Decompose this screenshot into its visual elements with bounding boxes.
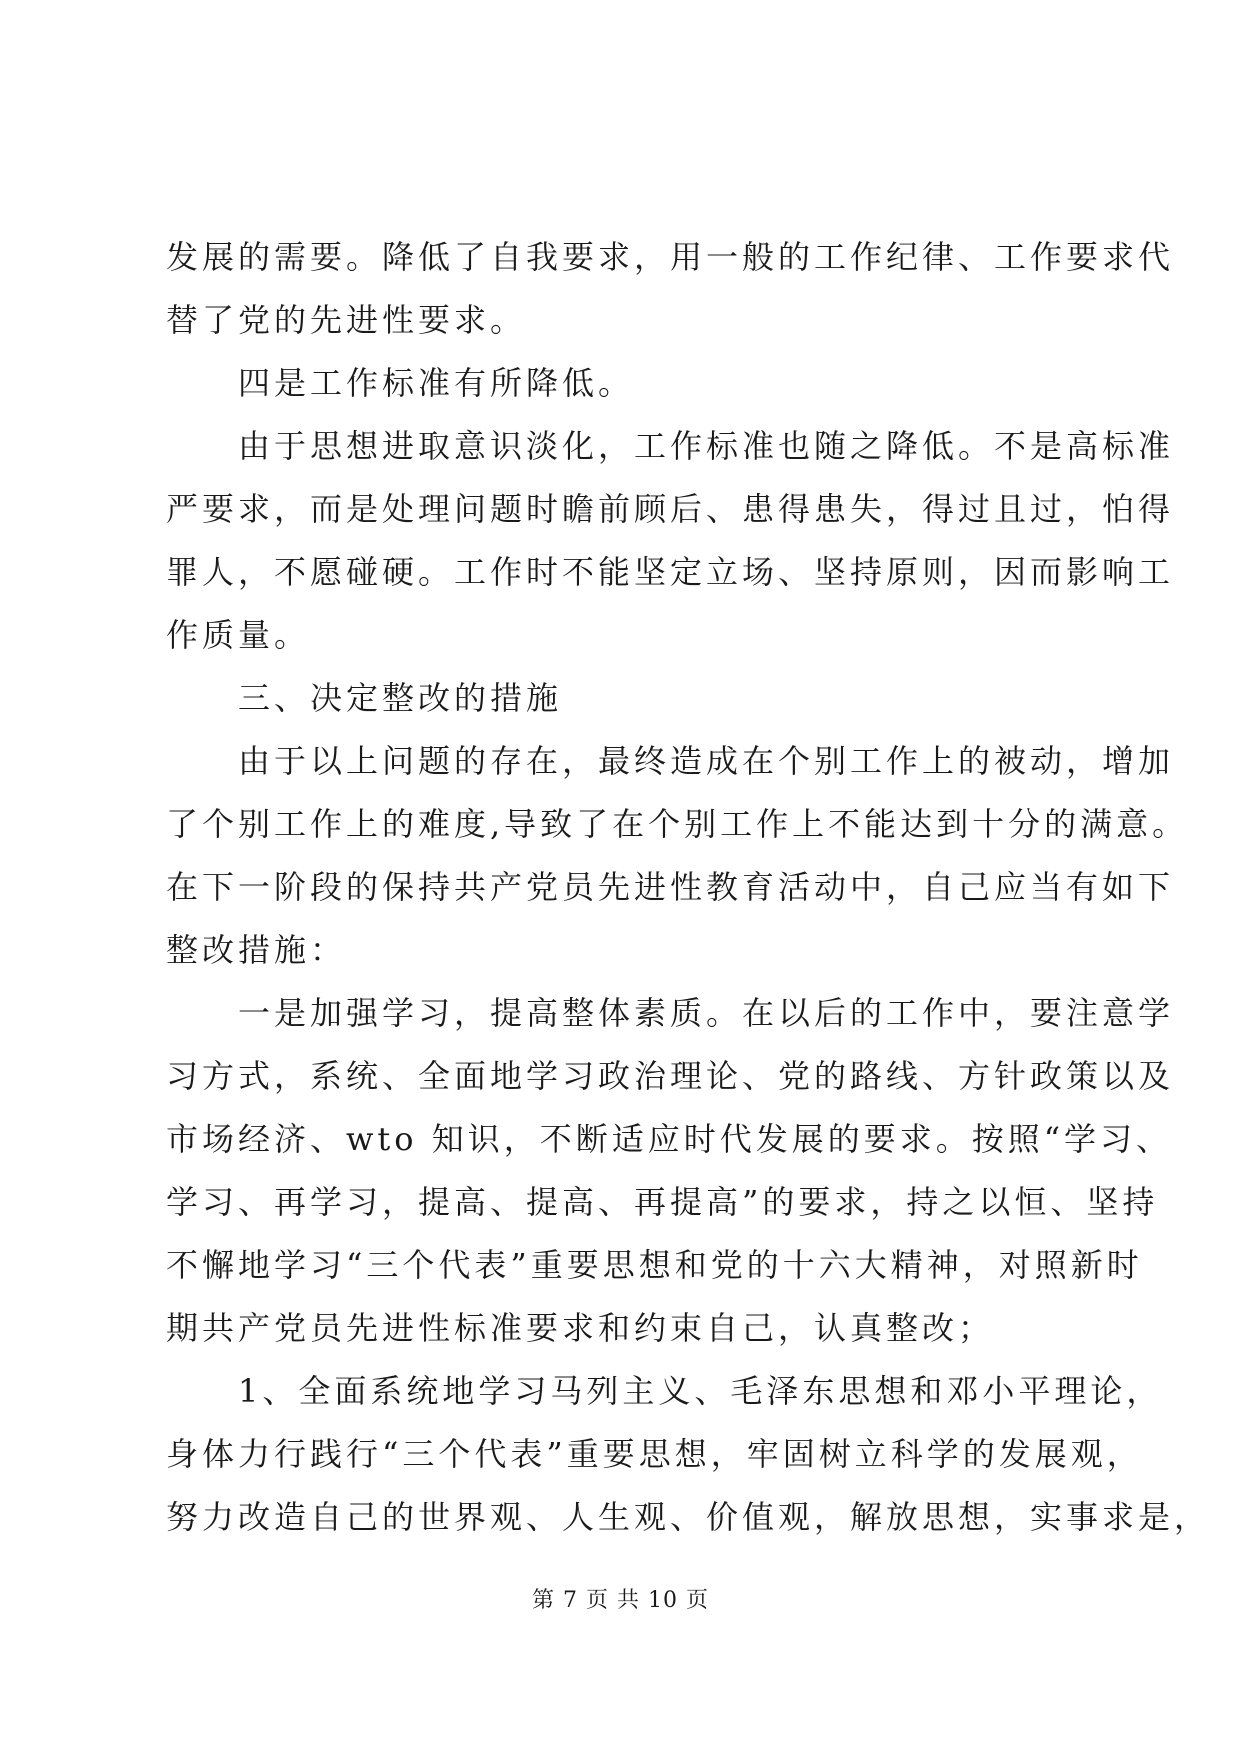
section-heading: 三、决定整改的措施 <box>166 679 563 717</box>
text-line: 努力改造自己的世界观、人生观、价值观，解放思想，实事求是， <box>166 1498 1211 1536</box>
text-line: 身体力行践行“三个代表”重要思想，牢固树立科学的发展观， <box>166 1435 1143 1473</box>
text-line: 替了党的先进性要求。 <box>166 301 527 339</box>
text-line: 一是加强学习，提高整体素质。在以后的工作中，要注意学 <box>166 994 1175 1032</box>
text-line: 严要求，而是处理问题时瞻前顾后、患得患失，得过且过，怕得 <box>166 490 1175 528</box>
text-line: 不懈地学习“三个代表”重要思想和党的十六大精神，对照新时 <box>166 1246 1143 1284</box>
text-line: 学习、再学习，提高、提高、再提高”的要求，持之以恒、坚持 <box>166 1183 1159 1221</box>
page-number-footer: 第 7 页 共 10 页 <box>532 1588 709 1613</box>
text-line: 整改措施： <box>166 931 347 969</box>
text-line: 期共产党员先进性标准要求和约束自己，认真整改； <box>166 1309 995 1347</box>
text-line: 了个别工作上的难度,导致了在个别工作上不能达到十分的满意。 <box>166 805 1189 843</box>
text-line: 由于以上问题的存在，最终造成在个别工作上的被动，增加 <box>166 742 1175 780</box>
document-body <box>166 226 1211 1549</box>
text-line: 1、全面系统地学习马列主义、毛泽东思想和邓小平理论， <box>166 1372 1163 1410</box>
text-line: 市场经济、wto 知识，不断适应时代发展的要求。按照“学习、 <box>166 1120 1173 1158</box>
text-line: 习方式，系统、全面地学习政治理论、党的路线、方针政策以及 <box>166 1057 1175 1095</box>
text-line: 作质量。 <box>166 616 311 654</box>
text-line: 由于思想进取意识淡化，工作标准也随之降低。不是高标准 <box>166 427 1175 465</box>
text-line: 罪人，不愿碰硬。工作时不能坚定立场、坚持原则，因而影响工 <box>166 553 1175 591</box>
text-line: 四是工作标准有所降低。 <box>166 364 635 402</box>
text-line: 在下一阶段的保持共产党员先进性教育活动中，自己应当有如下 <box>166 868 1175 906</box>
text-line: 发展的需要。降低了自我要求，用一般的工作纪律、工作要求代 <box>166 238 1175 276</box>
